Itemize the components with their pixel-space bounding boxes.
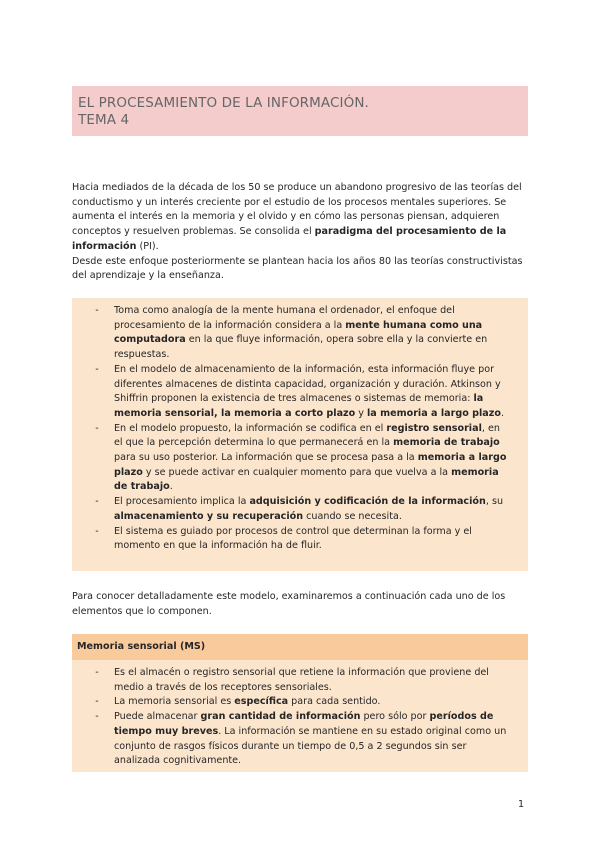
key-points-box xyxy=(72,298,528,571)
list-item: - Toma como analogía de la mente humana el ordenador, el enfoque del procesamiento de la información considera a la mente humana como una computadora en la que fluye información, opera sobre ella y la convierte en respuestas. xyxy=(92,304,508,363)
section-body xyxy=(72,660,528,772)
intro-text-end: (PI). xyxy=(136,240,159,252)
list-item: - En el modelo propuesto, la información se codifica en el registro sensorial, en el que la percepción determina lo que permanecerá en la memoria de trabajo para su uso posterior. La información que se procesa pasa a la memoria a largo plazo y se puede activar en cualquier momento para que vuelva a la memoria de trabajo. xyxy=(92,422,508,496)
section-header: Memoria sensorial (MS) xyxy=(72,634,528,660)
intro-text: Hacia mediados de la década de los 50 se produce un abandono progresivo de las teorías del conductismo y un interés creciente por el estudio de los procesos mentales superiores. Se aumenta el interés en la memoria y el olvido y en cómo las personas piensan, adquieren conceptos y resuelven problemas. Se consolida el xyxy=(72,182,522,238)
list-item: - En el modelo de almacenamiento de la información, esta información fluye por diferentes almacenes de distinta capacidad, organización y duración. Atkinson y Shiffrin proponen la existencia de tres almacenes o sistemas de memoria: la memoria sensorial, la memoria a corto plazo y la memoria a largo plazo. xyxy=(92,363,508,422)
list-item: - Es el almacén o registro sensorial que retiene la información que proviene del medio a través de los receptores sensoriales. xyxy=(92,666,508,695)
dash-bullet: - xyxy=(95,525,99,537)
dash-bullet: - xyxy=(95,305,99,316)
memoria-sensorial-list xyxy=(92,666,508,769)
memoria-sensorial-section xyxy=(72,634,528,772)
page-number: 1 xyxy=(518,799,525,810)
intro-bold-text: paradigma del procesamiento de la información xyxy=(72,226,507,252)
list-item: - La memoria sensorial es específica para cada sentido. xyxy=(92,695,508,710)
intro-paragraph-2: Desde este enfoque posteriormente se plantean hacia los años 80 las teorías constructivistas del aprendizaje y la enseñanza. xyxy=(72,255,523,282)
dash-bullet: - xyxy=(95,667,99,678)
transition-paragraph: Para conocer detalladamente este modelo, examinaremos a continuación cada uno de los elementos que lo componen. xyxy=(72,591,506,617)
title-box xyxy=(72,86,528,136)
dash-bullet: - xyxy=(95,711,99,723)
dash-bullet: - xyxy=(95,363,99,375)
dash-bullet: - xyxy=(95,496,99,508)
intro-section xyxy=(72,181,532,284)
dash-bullet: - xyxy=(95,696,99,708)
intro-paragraph-1 xyxy=(72,181,532,255)
list-item: - Puede almacenar gran cantidad de información pero sólo por períodos de tiempo muy breves. La información se mantiene en su estado original como un conjunto de rasgos físicos durante un tiempo de 0,5 a 2 segundos sin ser analizada cognitivamente. xyxy=(92,710,508,769)
document-title: EL PROCESAMIENTO DE LA INFORMACIÓN. xyxy=(78,95,369,111)
dash-bullet: - xyxy=(95,422,99,434)
key-points-list xyxy=(92,304,508,554)
document-subtitle: TEMA 4 xyxy=(78,112,130,128)
list-item: - El sistema es guiado por procesos de control que determinan la forma y el momento en que la información ha de fluir. xyxy=(92,525,508,554)
list-item: - El procesamiento implica la adquisición y codificación de la información, su almacenamiento y su recuperación cuando se necesita. xyxy=(92,495,508,524)
